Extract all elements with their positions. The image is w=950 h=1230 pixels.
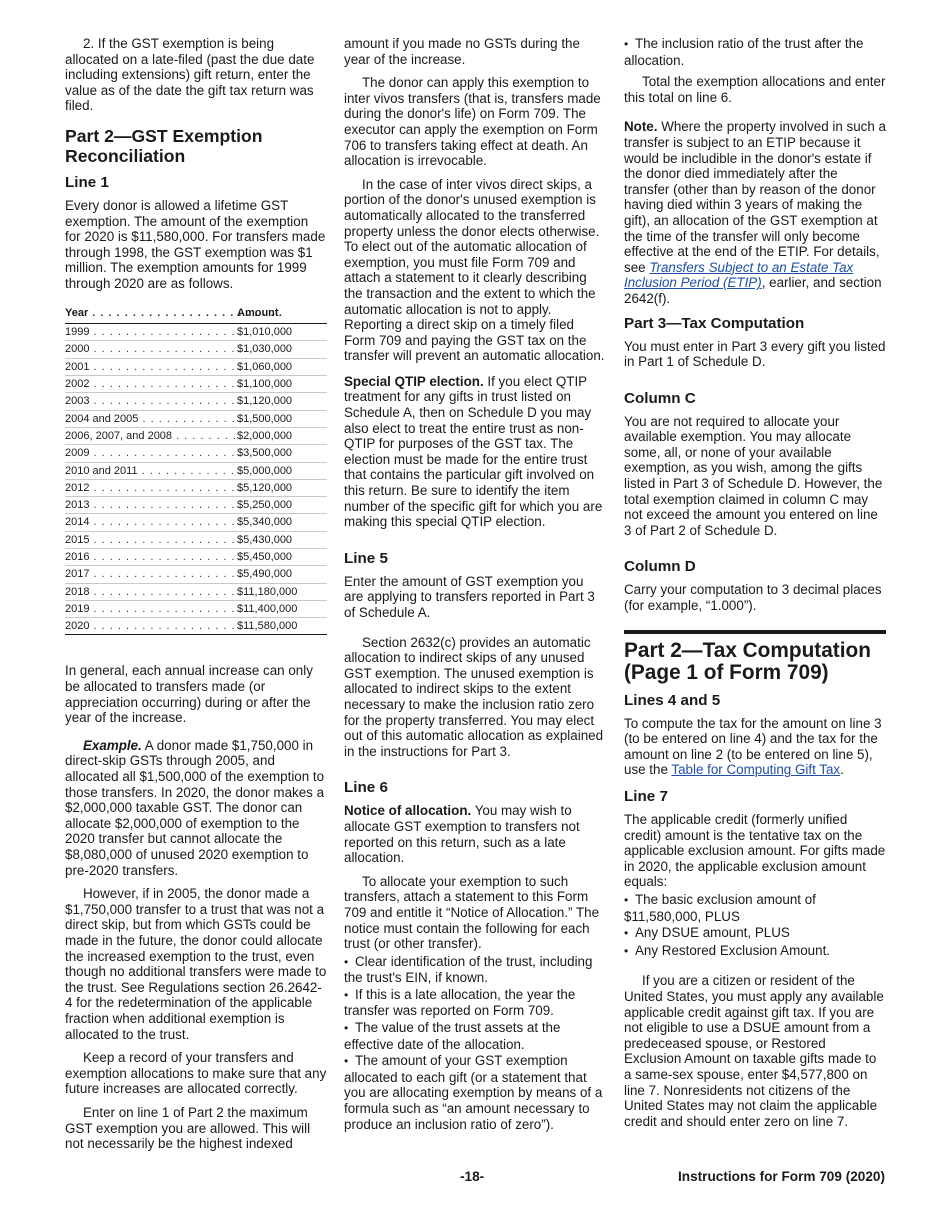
amount-cell: $1,010,000 <box>237 326 293 339</box>
table-row <box>65 532 327 549</box>
year-cell: 2002 . . . <box>65 376 237 392</box>
paragraph-enter-line-1: Enter on line 1 of Part 2 the maximum GST exemption you are allowed. This will not necessarily be the highest indexed <box>65 1104 311 1152</box>
year-cell: 2016 . . . <box>65 549 237 565</box>
amount-cell: $5,250,000 <box>237 499 293 512</box>
exemption-amounts-table <box>65 306 327 636</box>
bullet-late-allocation-year: • If this is a late allocation, the year the transfer was reported on Form 709. <box>344 987 606 1019</box>
paragraph-general: In general, each annual increase can only be allocated to transfers made (or appreciation occurring) during or after the year of the increase. <box>65 663 313 726</box>
table-row <box>65 393 327 410</box>
amount-cell: $1,030,000 <box>237 343 293 356</box>
header-year: Year . . . <box>65 306 237 322</box>
year-cell: 2006, 2007, and 2008 . . . <box>65 428 237 444</box>
paragraph-total-allocations: Total the exemption allocations and enter this total on line 6. <box>624 74 886 105</box>
year-cell: 2000 . . . <box>65 341 237 357</box>
table-row <box>65 480 327 497</box>
table-row <box>65 566 327 583</box>
amount-cell: $5,340,000 <box>237 516 293 529</box>
amount-cell: $5,490,000 <box>237 568 293 581</box>
bullet-gst-exemption-amount: • The amount of your GST exemption allocated to each gift (or a statement that you are allocating exemption by means of a formula such as “an amount necessary to produce an inclusion ratio of zero”). <box>344 1053 606 1132</box>
table-row <box>65 428 327 445</box>
year-cell: 2020 . . . <box>65 618 237 634</box>
table-row <box>65 376 327 393</box>
amount-cell: $1,060,000 <box>237 360 293 373</box>
table-row <box>65 445 327 462</box>
section-divider <box>624 630 886 634</box>
heading-part2-gst-reconciliation: Part 2—GST Exemption Reconciliation <box>65 125 263 166</box>
amount-cell: $2,000,000 <box>237 429 293 442</box>
note-label: Note. <box>624 119 658 135</box>
amount-cell: $5,430,000 <box>237 533 293 546</box>
year-cell: 2015 . . . <box>65 532 237 548</box>
paragraph-section-2632c: Section 2632(c) provides an automatic allocation to indirect skips of any unused GST exemption. The unused exemption is allocated to indirect skips to the extent necessary to make the inclusion ratio zero for the property transferred. You may elect out of this automatic allocation as explained in the instructions for Part 3. <box>344 634 604 759</box>
paragraph-line-7: The applicable credit (formerly unified credit) amount is the tentative tax on the applicable exclusion amount. For gifts made in 2020, the applicable exclusion amount equals: <box>624 812 886 890</box>
paragraph-direct-skips: In the case of inter vivos direct skips, a portion of the donor's unused exemption is automatically allocated to the transferred property unless the donor elects otherwise. To elect out of the automatic allocation of exemption, you must file Form 709 and attach a statement to it clearly describing the transaction and the extent to which the automatic allocation is not to apply. Reporting a direct skip on a timely filed Form 709 and paying the GST tax on the transfer will prevent an automatic allocation. <box>344 176 605 364</box>
header-amount: Amount <box>237 306 279 319</box>
table-row <box>65 514 327 531</box>
page-number: -18- <box>460 1169 485 1184</box>
note-text-start: Where the property involved in such a transfer is subject to an ETIP because it would be includible in the donor's estate if the donor died immediately after the transfer (other than by reason of the donor having died within 3 years of making the gift), an allocation of the GST exemption at the time of the transfer will only become effective at the end of the ETIP. For details, see <box>624 119 886 275</box>
heading-line-6: Line 6 <box>344 779 388 797</box>
example-text: A donor made $1,750,000 in direct-skip GSTs through 2005, and allocated all $1,500,000 of the exemption to those transfers. In 2020, the donor makes a $2,000,000 taxable GST. The donor can allocate $2,000,000 of exemption to the 2020 transfer but cannot allocate the $8,080,000 of unused 2020 exemption to pre-2020 transfers. <box>65 737 325 878</box>
paragraph-part-3: You must enter in Part 3 every gift you listed in Part 1 of Schedule D. <box>624 338 886 370</box>
paragraph-continued: amount if you made no GSTs during the year of the increase. <box>344 36 580 67</box>
year-cell: 2014 . . . <box>65 514 237 530</box>
amount-cell: $5,120,000 <box>237 481 293 494</box>
lines45-text-end: . <box>840 762 844 778</box>
heading-column-d: Column D <box>624 558 696 576</box>
heading-line-1: Line 1 <box>65 173 109 191</box>
table-row <box>65 411 327 428</box>
paragraph-line-5: Enter the amount of GST exemption you are applying to transfers reported in Part 3 of Schedule A. <box>344 573 595 620</box>
lines45-text-start: To compute the tax for the amount on line 3 (to be entered on line 4) and the tax for the amount on line 2 (to be entered on line 5), use the <box>624 715 882 778</box>
column-1 <box>65 36 327 1160</box>
paragraph-lines-4-and-5 <box>624 716 886 778</box>
column-2 <box>344 36 606 1133</box>
paragraph-example <box>65 738 327 878</box>
bullet-dsue-amount: • Any DSUE amount, PLUS <box>624 925 886 942</box>
table-row <box>65 601 327 618</box>
year-cell: 2012 . . . <box>65 480 237 496</box>
amount-cell: $11,180,000 <box>237 585 298 598</box>
year-cell: 2013 . . . <box>65 497 237 513</box>
amount-cell: $1,100,000 <box>237 378 293 391</box>
paragraph-line-1: Every donor is allowed a lifetime GST exemption. The amount of the exemption for 2020 is $11,580,000. For transfers made through 1998, the GST exemption was $1 million. The exemption amounts for 1999 through 2020 are as follows. <box>65 197 326 291</box>
heading-line-7: Line 7 <box>624 788 668 805</box>
amount-cell: $5,000,000 <box>237 464 293 477</box>
year-cell: 2003 . . . <box>65 393 237 409</box>
bullet-restored-exclusion: • Any Restored Exclusion Amount. <box>624 943 886 960</box>
heading-line-5: Line 5 <box>344 549 388 567</box>
amount-cell: $3,500,000 <box>237 447 293 460</box>
table-header <box>65 306 327 325</box>
table-row <box>65 549 327 566</box>
amount-cell: $5,450,000 <box>237 550 293 563</box>
qtip-text: If you elect QTIP treatment for any gifts in trust listed on Schedule A, then on Schedule D you may also elect to treat the entire trust as non-QTIP for purposes of the GST tax. The election must be made for the entire trust that contains the particular gift involved on this return. Be sure to identify the item number of the specific gift for which you are making this special QTIP election. <box>344 373 603 530</box>
paragraph-however: However, if in 2005, the donor made a $1,750,000 transfer to a trust that was not a direct skip, but from which GSTs could be made in the future, the donor could allocate the increased exemption to the trust, even though no additional transfers were made to the trust. See Regulations section 26.2642-4 for the redetermination of the applicable fraction when additional exemption is allocated to the trust. <box>65 886 327 1042</box>
year-cell: 2017 . . . <box>65 566 237 582</box>
notice-text: You may wish to allocate GST exemption to transfers not reported on this return, such as a late allocation. <box>344 803 580 866</box>
heading-lines-4-and-5: Lines 4 and 5 <box>624 691 721 709</box>
paragraph-column-c: You are not required to allocate your available exemption. You may allocate some, all, or none of your available exemption, as you wish, among the gifts listed in Part 3 of Schedule D. However, the total exemption claimed in column C may not exceed the amount you entered on line 3 of Part 2 of Schedule D. <box>624 413 883 538</box>
amount-cell: $11,580,000 <box>237 620 298 633</box>
amount-cell: $11,400,000 <box>237 602 298 615</box>
paragraph-special-qtip <box>344 374 606 530</box>
paragraph-to-allocate: To allocate your exemption to such transfers, attach a statement to this Form 709 and entitle it “Notice of Allocation.” The notice must contain the following for each trust (or other transfer). <box>344 873 600 952</box>
table-row <box>65 359 327 376</box>
etip-link[interactable]: Transfers Subject to an Estate Tax Inclusion Period (ETIP) <box>624 259 854 291</box>
example-label: Example. <box>83 737 142 753</box>
year-cell: 2018 . . . <box>65 584 237 600</box>
qtip-label: Special QTIP election. <box>344 373 484 389</box>
bullet-trust-identification: • Clear identification of the trust, including the trust's EIN, if known. <box>344 954 606 986</box>
heading-part3-tax-computation: Part 3—Tax Computation <box>624 314 805 332</box>
year-cell: 2004 and 2005 . . . <box>65 411 237 427</box>
bullet-inclusion-ratio: • The inclusion ratio of the trust after the allocation. <box>624 36 886 68</box>
table-row <box>65 618 327 635</box>
table-row <box>65 324 327 341</box>
paragraph-donor-apply: The donor can apply this exemption to inter vivos transfers (that is, transfers made during the donor's life) on Form 709. The executor can apply the exemption on Form 706 to transfers taking effect at death. An allocation is irrevocable. <box>344 75 601 169</box>
table-computing-gift-tax-link[interactable]: Table for Computing Gift Tax <box>671 762 841 778</box>
paragraph-column-d: Carry your computation to 3 decimal places (for example, “1.000”). <box>624 582 882 614</box>
heading-column-c: Column C <box>624 389 696 407</box>
notice-label: Notice of allocation. <box>344 803 472 819</box>
paragraph-citizen-resident: If you are a citizen or resident of the United States, you must apply any available applicable credit against gift tax. If you are not eligible to use a DSUE amount from a predeceased spouse, or Restored Exclusion Amount on taxable gifts made to a same-sex spouse, enter $4,577,800 on line 7. Nonresidents not citizens of the United States may not claim the applicable credit and should enter zero on line 7. <box>624 973 884 1129</box>
note-text-end: , earlier, and section 2642(f). <box>624 275 882 306</box>
column-3 <box>624 36 886 1137</box>
document-title: Instructions for Form 709 (2020) <box>678 1169 885 1184</box>
table-row <box>65 463 327 480</box>
year-cell: 2019 . . . <box>65 601 237 617</box>
bullet-trust-asset-value: • The value of the trust assets at the effective date of the allocation. <box>344 1020 606 1052</box>
table-row <box>65 584 327 601</box>
amount-cell: $1,120,000 <box>237 395 293 408</box>
paragraph-keep-record: Keep a record of your transfers and exemption allocations to make sure that any future increases are allocated correctly. <box>65 1050 327 1097</box>
table-body <box>65 324 327 635</box>
table-row <box>65 341 327 358</box>
paragraph-item-2: 2. If the GST exemption is being allocated on a late-filed (past the due date including extensions) gift return, enter the value as of the date the gift tax return was filed. <box>65 36 315 114</box>
bullet-basic-exclusion: • The basic exclusion amount of $11,580,000, PLUS <box>624 892 886 924</box>
year-cell: 2009 . . . <box>65 445 237 461</box>
paragraph-note-etip <box>624 119 886 306</box>
paragraph-notice-of-allocation <box>344 803 606 865</box>
year-cell: 1999 . . . <box>65 324 237 340</box>
amount-cell: $1,500,000 <box>237 412 293 425</box>
year-cell: 2001 . . . <box>65 359 237 375</box>
year-cell: 2010 and 2011 . . . <box>65 463 237 479</box>
table-row <box>65 497 327 514</box>
heading-part2-tax-computation: Part 2—Tax Computation (Page 1 of Form 709) <box>624 638 871 684</box>
